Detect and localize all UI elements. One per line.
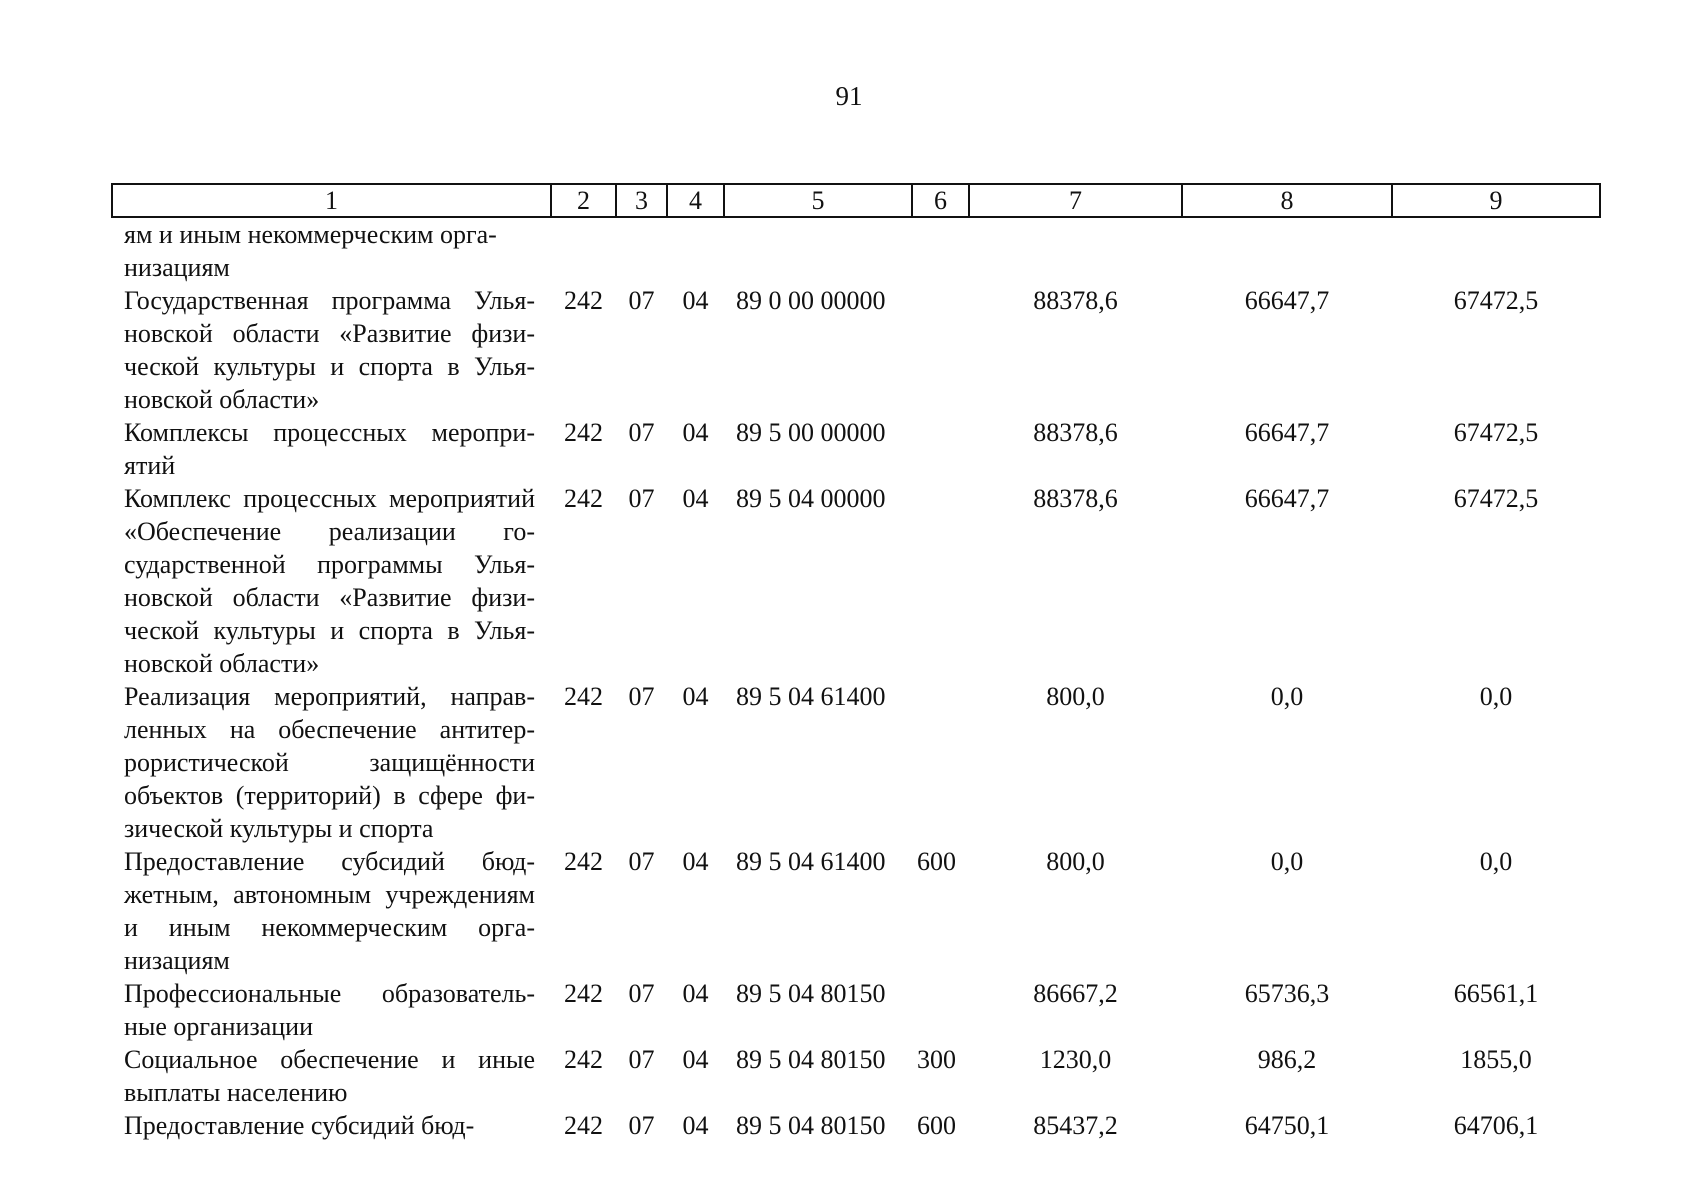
column-header-5: 5	[724, 184, 912, 217]
table-row	[112, 217, 1600, 284]
cell-code-3: 07	[628, 1045, 655, 1074]
cell-amount-8: 66647,7	[1244, 286, 1330, 315]
cell-code-4	[667, 217, 724, 284]
cell-amount-9: 1855,0	[1460, 1045, 1532, 1074]
cell-expense-type	[912, 482, 969, 680]
cell-code-4: 04	[682, 1111, 709, 1140]
cell-target-article: 89 5 00 00000	[736, 418, 886, 447]
cell-amount-7: 85437,2	[1033, 1111, 1118, 1140]
cell-code-2: 242	[564, 1045, 603, 1074]
budget-table	[111, 183, 1601, 1142]
cell-code-4: 04	[682, 484, 709, 513]
cell-target-article: 89 5 04 61400	[736, 847, 886, 876]
cell-code-4: 04	[682, 682, 709, 711]
row-name: Реализация мероприятий, направленных на обеспечение антитеррористической защищённости объектов (территорий) в сфере физической культуры и спорта	[124, 682, 535, 843]
cell-code-3: 07	[628, 979, 655, 1008]
cell-amount-8: 0,0	[1270, 847, 1304, 876]
cell-expense-type	[912, 217, 969, 284]
cell-amount-9: 67472,5	[1453, 484, 1539, 513]
cell-target-article: 89 5 04 80150	[736, 1111, 886, 1140]
cell-target-article: 89 5 04 61400	[736, 682, 886, 711]
cell-code-3: 07	[628, 682, 655, 711]
row-name: Предоставление субсидий бюджетным, автономным учреждениям и иным некоммерческим организациям	[124, 847, 535, 975]
row-name: Социальное обеспечение и иные выплаты населению	[124, 1045, 535, 1107]
cell-amount-8: 66647,7	[1244, 418, 1330, 447]
cell-amount-8: 986,2	[1257, 1045, 1317, 1074]
cell-code-3: 07	[628, 1111, 655, 1140]
cell-code-2: 242	[564, 1111, 603, 1140]
row-name: ям и иным некоммерческим орга- низациям	[124, 220, 497, 282]
cell-expense-type: 600	[917, 847, 956, 876]
cell-code-4: 04	[682, 979, 709, 1008]
cell-amount-7: 88378,6	[1033, 286, 1118, 315]
cell-amount-8: 64750,1	[1244, 1111, 1330, 1140]
cell-amount-7	[969, 217, 1182, 284]
cell-code-3: 07	[628, 847, 655, 876]
column-header-2: 2	[551, 184, 616, 217]
cell-expense-type: 600	[917, 1111, 956, 1140]
cell-amount-9: 66561,1	[1453, 979, 1539, 1008]
cell-code-2: 242	[564, 979, 603, 1008]
cell-amount-7: 88378,6	[1033, 418, 1118, 447]
cell-code-2: 242	[564, 286, 603, 315]
table-row	[112, 482, 1600, 680]
cell-expense-type	[912, 977, 969, 1043]
table-row	[112, 680, 1600, 845]
cell-expense-type: 300	[917, 1045, 956, 1074]
table-row	[112, 977, 1600, 1043]
column-header-4: 4	[667, 184, 724, 217]
cell-amount-7: 800,0	[1046, 847, 1105, 876]
cell-code-2: 242	[564, 682, 603, 711]
cell-amount-9	[1392, 217, 1600, 284]
row-name: Комплекс процессных мероприятий «Обеспечение реализации государственной программы Ульяновской области «Развитие физической культуры и спорта в Ульяновской области»	[124, 484, 535, 678]
cell-code-3: 07	[628, 286, 655, 315]
cell-amount-7: 800,0	[1046, 682, 1105, 711]
cell-target-article	[724, 217, 912, 284]
cell-amount-7: 86667,2	[1033, 979, 1118, 1008]
cell-target-article: 89 5 04 00000	[736, 484, 886, 513]
cell-amount-9: 67472,5	[1453, 286, 1539, 315]
row-name: Профессиональные образовательные организации	[124, 979, 535, 1041]
cell-code-2: 242	[564, 418, 603, 447]
table-row	[112, 845, 1600, 977]
cell-amount-9: 0,0	[1479, 847, 1513, 876]
column-header-7: 7	[969, 184, 1182, 217]
cell-amount-8	[1182, 217, 1392, 284]
cell-amount-7: 1230,0	[1039, 1045, 1112, 1074]
page-number: 91	[835, 81, 863, 111]
cell-code-4: 04	[682, 286, 709, 315]
cell-code-4: 04	[682, 1045, 709, 1074]
cell-code-3: 07	[628, 418, 655, 447]
cell-expense-type	[912, 416, 969, 482]
cell-amount-9: 67472,5	[1453, 418, 1539, 447]
column-header-8: 8	[1182, 184, 1392, 217]
table-row	[112, 1043, 1600, 1109]
cell-amount-8: 65736,3	[1244, 979, 1330, 1008]
cell-code-2	[551, 217, 616, 284]
row-name: Комплексы процессных мероприятий	[124, 418, 535, 480]
table-row	[112, 1109, 1600, 1142]
row-name: Предоставление субсидий бюд-	[124, 1111, 475, 1140]
row-name: Государственная программа Ульяновской области «Развитие физической культуры и спорта в Ульяновской области»	[124, 286, 535, 414]
column-header-6: 6	[912, 184, 969, 217]
cell-target-article: 89 5 04 80150	[736, 979, 886, 1008]
cell-amount-8: 0,0	[1270, 682, 1304, 711]
cell-code-2: 242	[564, 484, 603, 513]
cell-expense-type	[912, 680, 969, 845]
table-header-row	[112, 184, 1600, 217]
column-header-1: 1	[112, 184, 551, 217]
table-row	[112, 284, 1600, 416]
cell-target-article: 89 0 00 00000	[736, 286, 886, 315]
cell-expense-type	[912, 284, 969, 416]
cell-amount-8: 66647,7	[1244, 484, 1330, 513]
cell-amount-9: 64706,1	[1453, 1111, 1539, 1140]
cell-amount-9: 0,0	[1479, 682, 1513, 711]
table-body	[112, 217, 1600, 1142]
cell-code-2: 242	[564, 847, 603, 876]
cell-target-article: 89 5 04 80150	[736, 1045, 886, 1074]
cell-amount-7: 88378,6	[1033, 484, 1118, 513]
column-header-3: 3	[616, 184, 667, 217]
cell-code-3: 07	[628, 484, 655, 513]
cell-code-3	[616, 217, 667, 284]
cell-code-4: 04	[682, 847, 709, 876]
column-header-9: 9	[1392, 184, 1600, 217]
table-row	[112, 416, 1600, 482]
cell-code-4: 04	[682, 418, 709, 447]
